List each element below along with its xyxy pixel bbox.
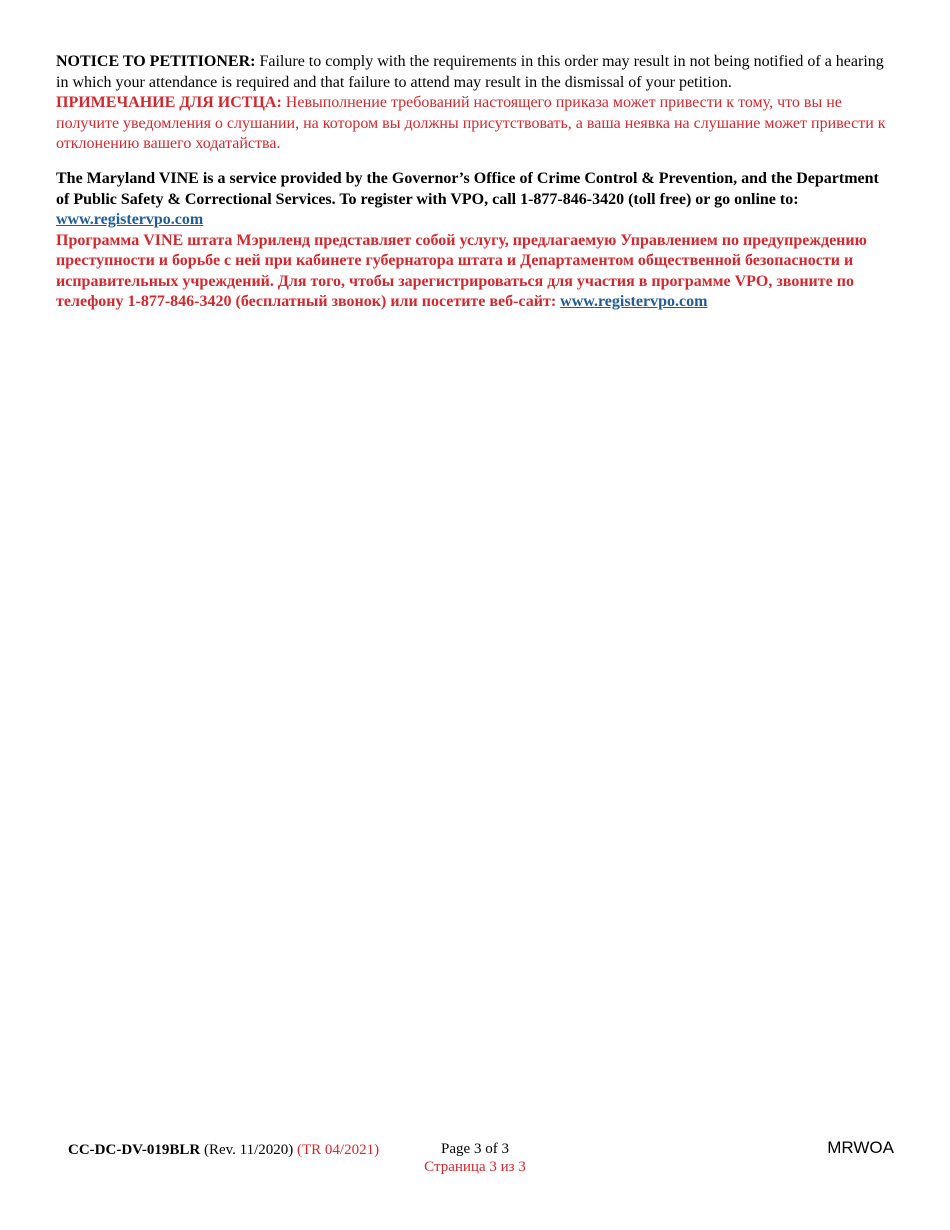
footer-page-number [0, 1140, 950, 1176]
vine-russian [56, 231, 896, 313]
page-number-english: Page 3 of 3 [441, 1141, 509, 1157]
registervpo-link-russian[interactable]: www.registervpo.com [560, 293, 708, 310]
notice-english-label: NOTICE TO PETITIONER: [56, 53, 256, 70]
form-translation-revision: (TR 04/2021) [297, 1142, 380, 1158]
vine-english-text: The Maryland VINE is a service provided by the Governor’s Office of Crime Control & Prevention, and the Department of Public Safety & Correctional Services. To register with VPO, call 1-877-846-3420 (toll free) or go online to: [56, 170, 879, 208]
form-number: CC-DC-DV-019BLR [68, 1142, 201, 1158]
notice-english [56, 52, 896, 93]
vine-english [56, 169, 896, 231]
notice-russian-text: Невыполнение требований настоящего приказа может привести к тому, что вы не получите уведомления о слушании, на котором вы должны присутствовать, а ваша неявка на слушание может привести к отклонению вашего ходатайства. [56, 94, 886, 152]
maryland-vine-info [56, 169, 896, 313]
notice-russian-label: ПРИМЕЧАНИЕ ДЛЯ ИСТЦА: [56, 94, 282, 111]
notice-to-petitioner [56, 52, 896, 155]
page-number-russian: Страница 3 из 3 [424, 1159, 526, 1175]
notice-english-text: Failure to comply with the requirements in this order may result in not being notified of a hearing in which your attendance is required and that failure to attend may result in the dismissal of your petition. [56, 53, 884, 91]
vine-russian-text: Программа VINE штата Мэриленд представляет собой услугу, предлагаемую Управлением по предупреждению преступности и борьбе с ней при кабинете губернатора штата и Департаментом общественной безопасности и исправительных учреждений. Для того, чтобы зарегистрироваться для участия в программе VPO, звоните по телефону 1-877-846-3420 (бесплатный звонок) или посетите веб-сайт: [56, 231, 867, 310]
form-revision: (Rev. 11/2020) [200, 1142, 298, 1158]
notice-russian [56, 93, 896, 155]
registervpo-link-english[interactable]: www.registervpo.com [56, 211, 204, 228]
footer-code: MRWOA [827, 1138, 894, 1157]
